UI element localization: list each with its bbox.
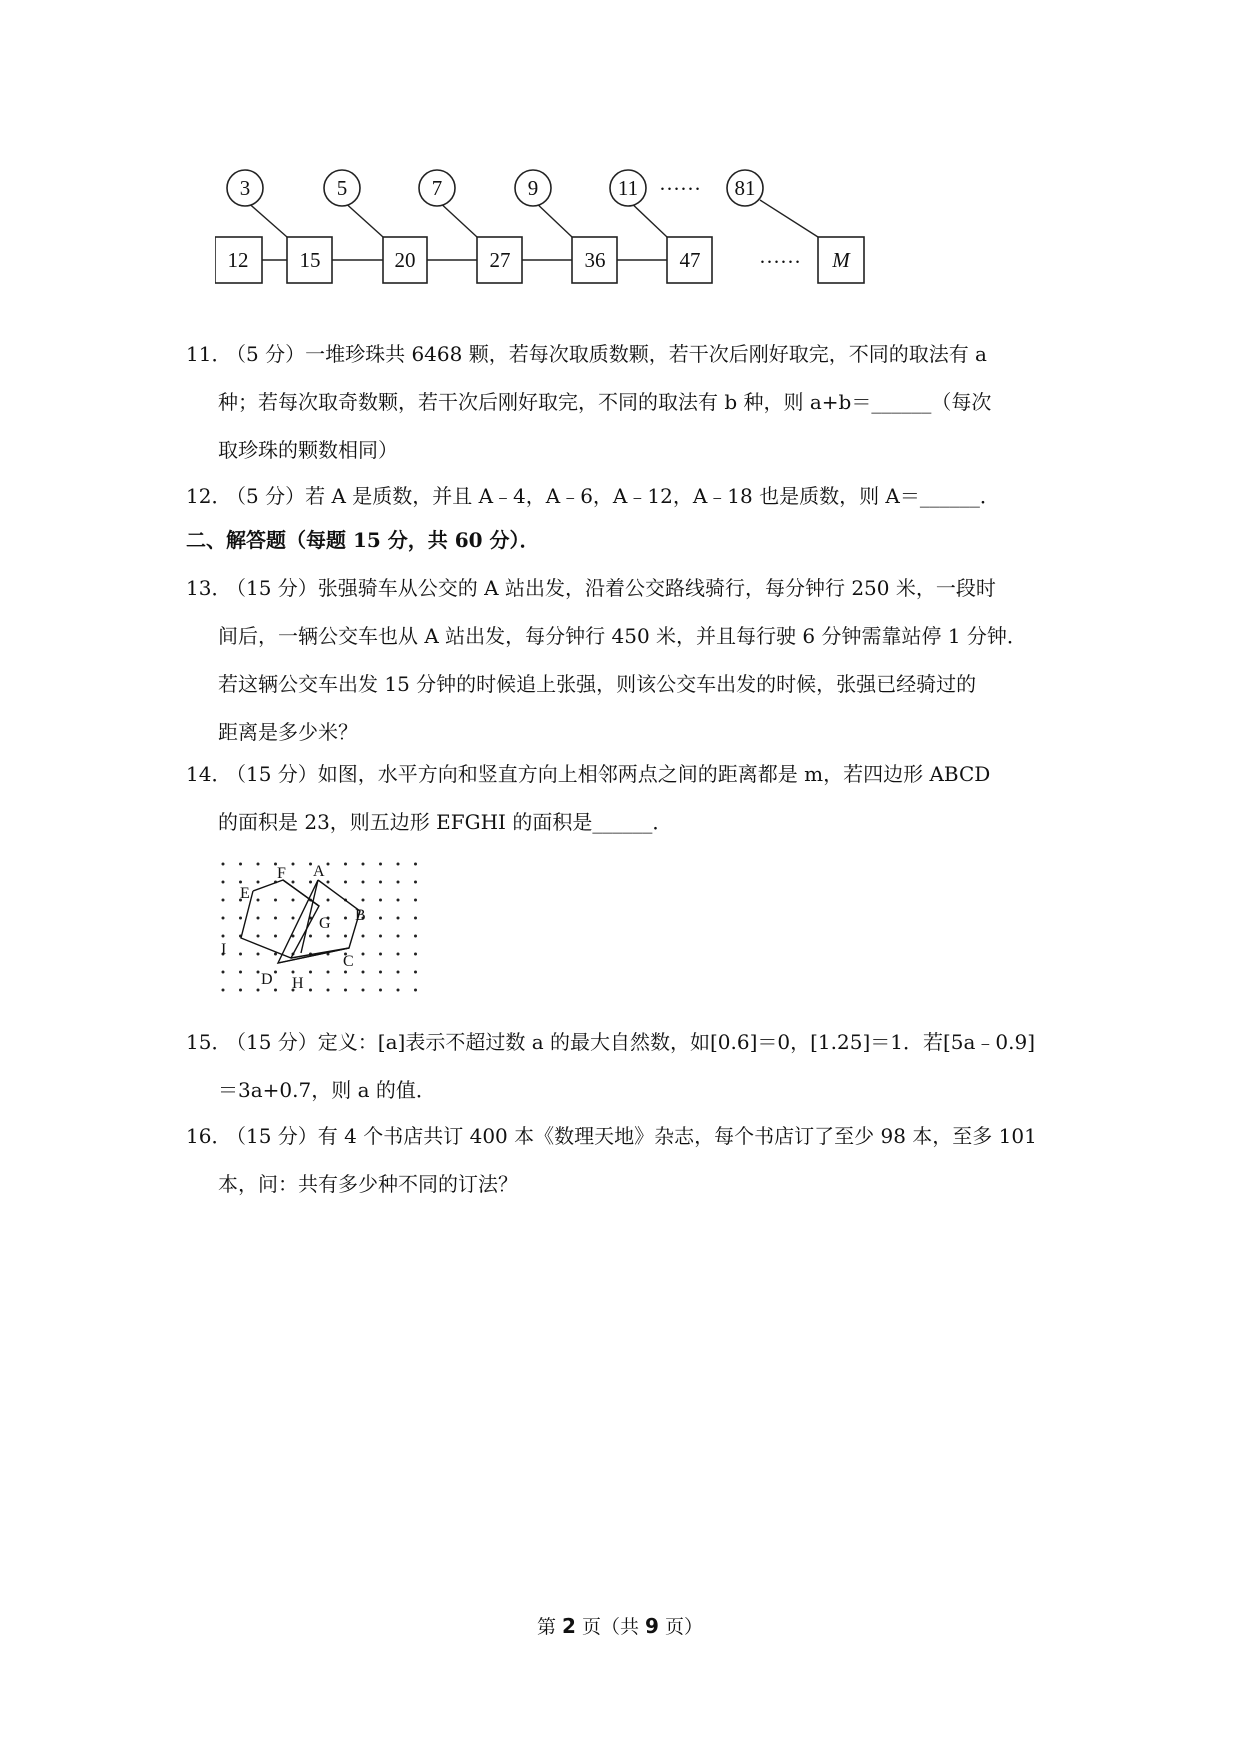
point-label: C [343,953,354,970]
point-label: H [292,975,304,992]
grid-dot [292,863,295,866]
footer-text: 第 [536,1616,556,1638]
circle-box-diagram [215,160,875,295]
circle-label: 81 [734,176,756,200]
grid-dot [362,899,365,902]
grid-dot [379,935,382,938]
grid-dot [292,899,295,902]
grid-dot [397,881,400,884]
page-number: 2 [562,1614,576,1638]
question-text: 的面积是 23，则五边形 EFGHI 的面积是______． [218,810,673,834]
grid-dot [362,863,365,866]
circle-label: 9 [527,176,539,200]
grid-dot [362,935,365,938]
grid-dot [414,953,417,956]
circle-ellipsis: …… [659,171,701,195]
grid-dot [362,971,365,974]
grid-dot [257,989,260,992]
page-footer [0,1612,1240,1639]
grid-dot [344,989,347,992]
point-label: F [277,865,286,882]
box-label: M [832,248,850,272]
grid-dot [309,935,312,938]
grid-dot [239,881,242,884]
grid-dot [257,917,260,920]
grid-dot [397,971,400,974]
box-label: 15 [299,248,321,272]
point-label: D [261,971,273,988]
grid-dot [222,917,225,920]
grid-dot [362,953,365,956]
grid-dot [362,881,365,884]
question-15 [186,1018,1066,1114]
grid-dot [292,971,295,974]
question-12 [186,472,1066,520]
grid-dot [344,917,347,920]
grid-dot [397,935,400,938]
point-label: B [355,907,366,924]
pentagon-efghi [241,880,319,958]
box-label: 36 [584,248,606,272]
circle-label: 5 [336,176,348,200]
question-number: 13． [186,576,232,600]
question-text: 若这辆公交车出发 15 分钟的时候追上张强，则该公交车出发的时候，张强已经骑过的 [218,672,977,696]
box-ellipsis: …… [759,244,801,268]
question-text: 种；若每次取奇数颗，若干次后刚好取完，不同的取法有 b 种，则 a+b＝______（每次 [218,390,992,414]
question-number: 11． [186,342,232,366]
grid-dot [379,989,382,992]
grid-dot [239,953,242,956]
grid-dot [397,917,400,920]
point-label: G [319,915,331,932]
dot-grid-figure [215,858,435,1003]
question-16 [186,1112,1066,1208]
grid-dot [292,917,295,920]
question-number: 15． [186,1030,232,1054]
question-text: 间后，一辆公交车也从 A 站出发，每分钟行 450 米，并且每行驶 6 分钟需靠站停 1 分钟． [218,624,1027,648]
grid-dot [274,917,277,920]
question-text: （15 分）张强骑车从公交的 A 站出发，沿着公交路线骑行，每分钟行 250 米，一段时 [226,576,996,600]
question-text: 本，问：共有多少种不同的订法？ [218,1172,518,1196]
question-text: ＝3a+0.7，则 a 的值． [218,1078,436,1102]
grid-dot [274,989,277,992]
grid-dot [397,989,400,992]
question-13 [186,564,1066,756]
grid-dot [414,935,417,938]
grid-dot [379,917,382,920]
box-label: 27 [489,248,511,272]
grid-dot [327,971,330,974]
question-text: （15 分）如图，水平方向和竖直方向上相邻两点之间的距离都是 m，若四边形 ABCD [226,762,991,786]
footer-text: 页） [665,1616,704,1638]
question-text: 距离是多少米？ [218,720,358,744]
grid-dot [309,989,312,992]
grid-dot [222,863,225,866]
grid-dot [344,971,347,974]
question-text: 取珍珠的颗数相同） [218,438,398,462]
grid-dot [257,899,260,902]
grid-dot [327,935,330,938]
question-text: （5 分）若 A 是质数，并且 A﹣4，A﹣6，A﹣12，A﹣18 也是质数，则 A＝______． [226,484,1000,508]
point-label: A [313,863,325,880]
grid-dot [379,899,382,902]
grid-dot [309,881,312,884]
question-11 [186,330,1066,474]
point-label: E [240,885,250,902]
box-label: 47 [679,248,701,272]
footer-text: 页（共 [581,1616,639,1638]
grid-dot [257,881,260,884]
grid-dot [274,899,277,902]
grid-dot [327,881,330,884]
question-text: （15 分）定义：[a]表示不超过数 a 的最大自然数，如[0.6]＝0，[1.25]＝1．若[5a﹣0.9] [226,1030,1036,1054]
grid-dot [222,881,225,884]
grid-dot [344,935,347,938]
grid-dot [239,863,242,866]
total-pages: 9 [645,1614,659,1638]
grid-dot [397,899,400,902]
grid-dot [414,989,417,992]
grid-dot [274,935,277,938]
grid-dot [379,881,382,884]
grid-dot [309,863,312,866]
grid-dot [292,881,295,884]
point-label: I [221,941,227,958]
question-number: 12． [186,484,232,508]
grid-dot [327,989,330,992]
box-label: 12 [227,248,249,272]
grid-dot [309,971,312,974]
grid-dot [222,935,225,938]
grid-dot [257,953,260,956]
circle-label: 11 [617,176,639,200]
question-number: 14． [186,762,232,786]
grid-dot [257,935,260,938]
section-title: 二、解答题（每题 15 分，共 60 分）． [186,528,540,552]
grid-dot [414,881,417,884]
grid-dot [239,971,242,974]
grid-dot [397,953,400,956]
grid-dot [327,899,330,902]
grid-dot [344,881,347,884]
grid-dot [397,863,400,866]
grid-dot [379,953,382,956]
grid-dot [257,863,260,866]
grid-dot [257,971,260,974]
grid-dot [379,863,382,866]
grid-dot [222,971,225,974]
grid-dot [239,989,242,992]
grid-dot [414,863,417,866]
grid-dot [222,989,225,992]
question-number: 16． [186,1124,232,1148]
grid-dot [327,863,330,866]
grid-dot [379,971,382,974]
circle-label: 3 [239,176,251,200]
grid-dot [414,971,417,974]
circle-label: 7 [431,176,443,200]
grid-dot [344,863,347,866]
question-text: （5 分）一堆珍珠共 6468 颗，若每次取质数颗，若干次后刚好取完，不同的取法有 a [226,342,987,366]
grid-dot [414,899,417,902]
grid-dot [414,917,417,920]
grid-dot [222,899,225,902]
grid-dot [362,989,365,992]
grid-dot [239,917,242,920]
box-label: 20 [394,248,416,272]
question-text: （15 分）有 4 个书店共订 400 本《数理天地》杂志，每个书店订了至少 98 本，至多 101 [226,1124,1037,1148]
question-14 [186,750,1066,846]
grid-dot [274,971,277,974]
